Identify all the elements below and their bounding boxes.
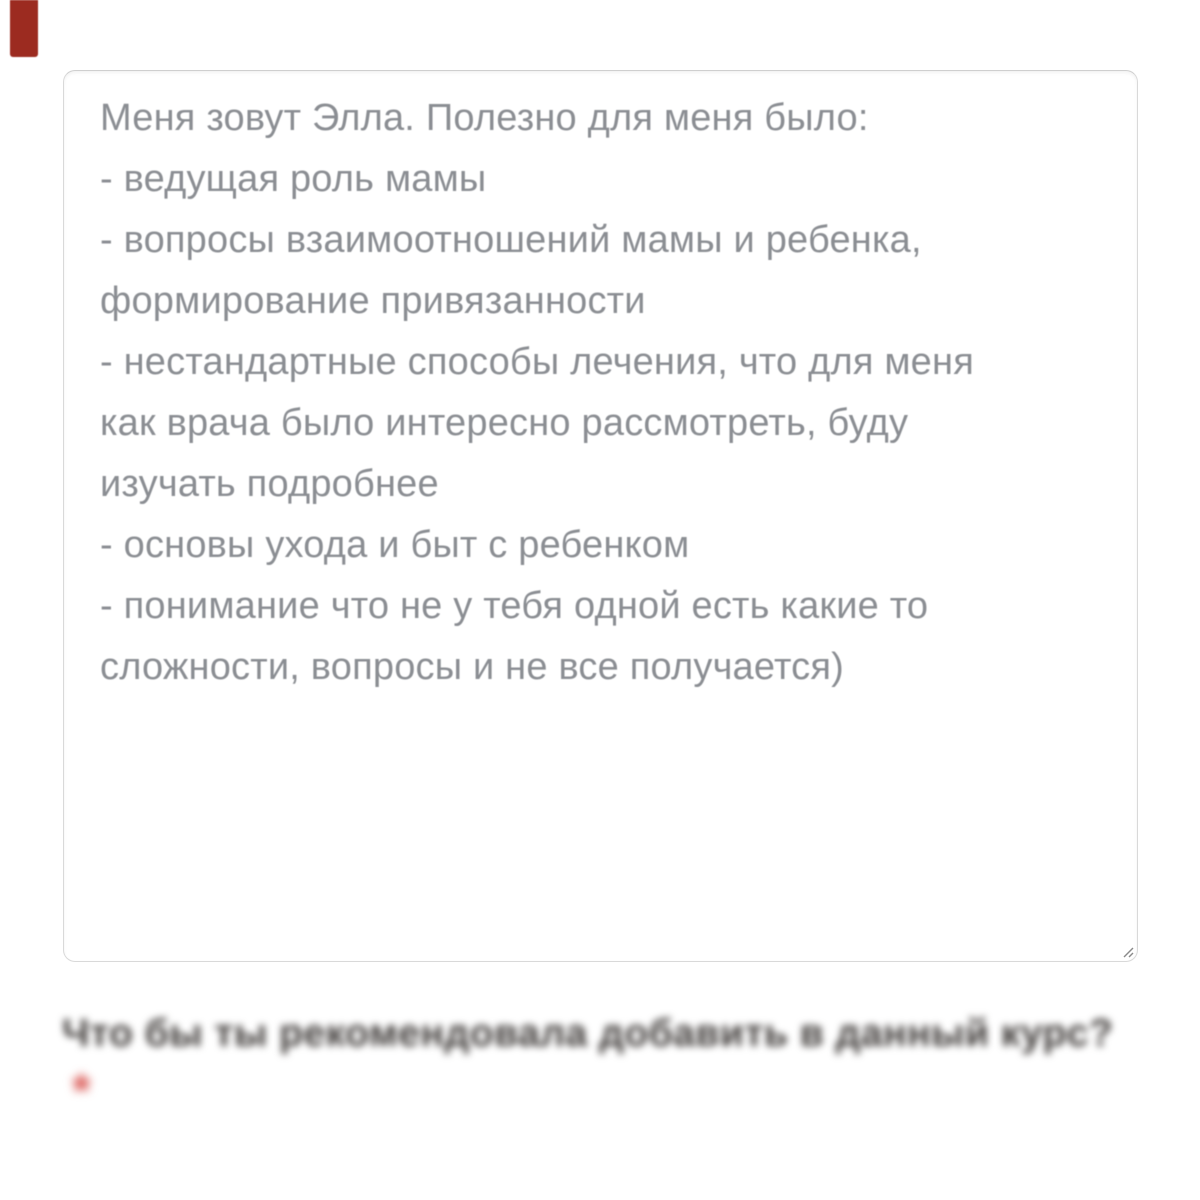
- answer-textarea[interactable]: [63, 70, 1138, 962]
- answer-text-line: - ведущая роль мамы: [100, 158, 487, 200]
- answer-text-line: - понимание что не у тебя одной есть какие то: [100, 585, 929, 627]
- answer-text-line: - нестандартные способы лечения, что для меня: [100, 341, 974, 383]
- question-row: [62, 1012, 1142, 1056]
- header-red-fragment: [10, 0, 38, 57]
- answer-text: [100, 88, 1107, 698]
- answer-text-line: изучать подробнее: [100, 463, 439, 505]
- answer-text-line: сложности, вопросы и не все получается): [100, 646, 844, 688]
- answer-text-line: - вопросы взаимоотношений мамы и ребенка,: [100, 219, 922, 261]
- answer-text-line: как врача было интересно рассмотреть, буду: [100, 402, 909, 444]
- textarea-resize-handle-icon[interactable]: [1120, 944, 1134, 958]
- required-asterisk: *: [72, 1065, 91, 1118]
- answer-text-line: - основы ухода и быт с ребенком: [100, 524, 690, 566]
- answer-text-line: формирование привязанности: [100, 280, 646, 322]
- question-label: Что бы ты рекомендовала добавить в данный курс?: [62, 1012, 1114, 1055]
- answer-text-line: Меня зовут Элла. Полезно для меня было:: [100, 97, 869, 139]
